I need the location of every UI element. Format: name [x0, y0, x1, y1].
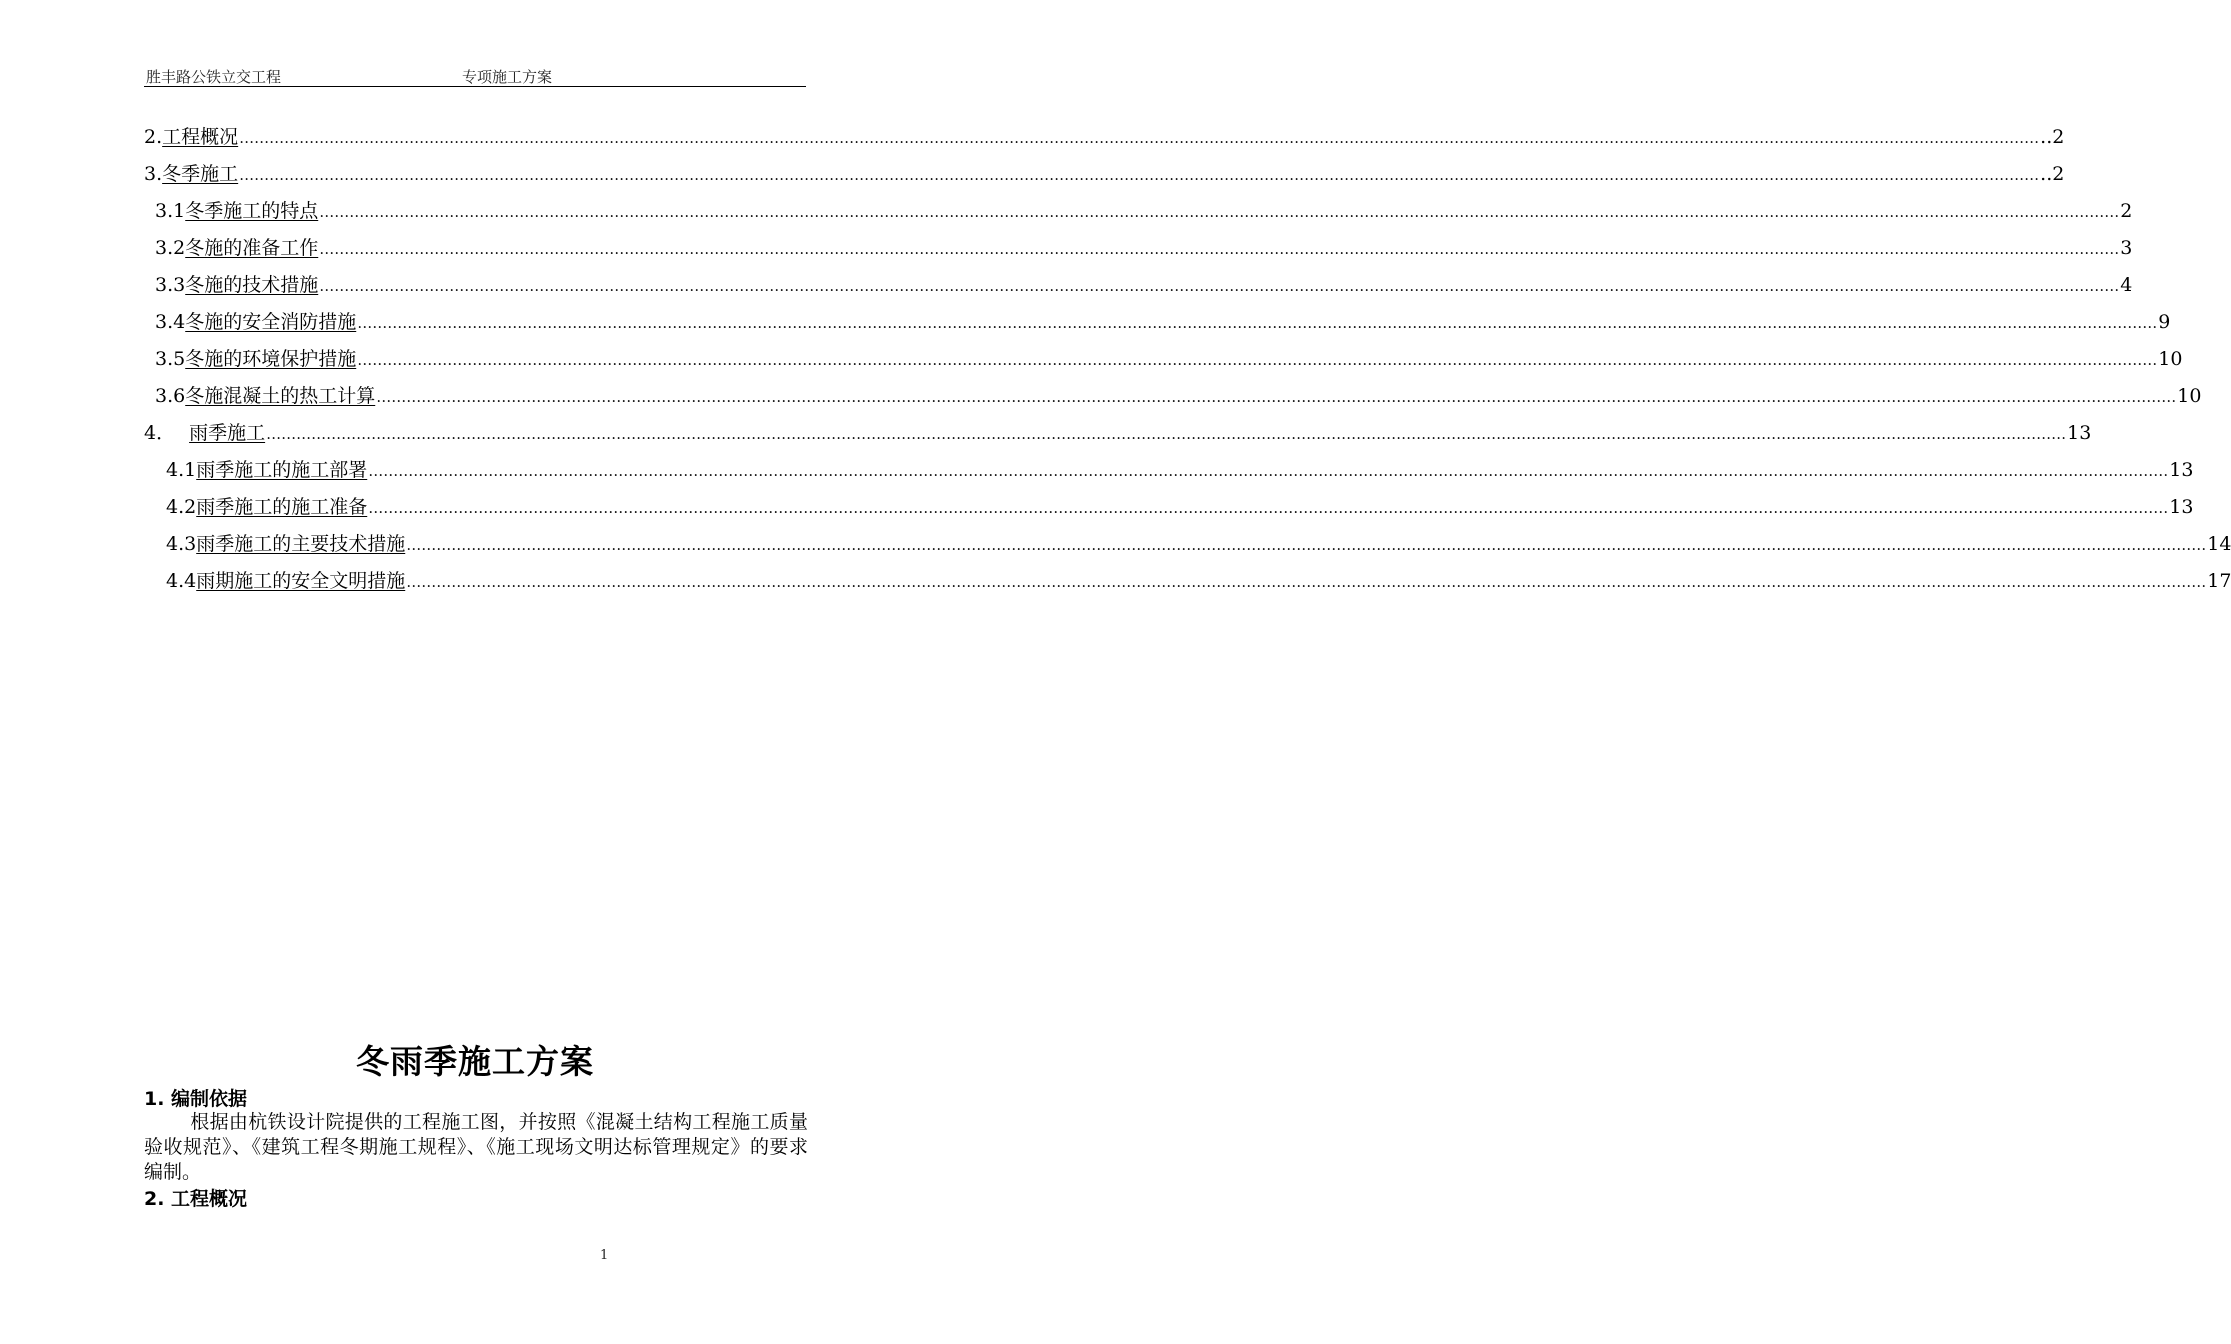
- toc-entry-number: 3.6: [155, 385, 186, 407]
- toc-entry-page: 9: [2158, 311, 2171, 333]
- toc-entry[interactable]: [144, 124, 2065, 150]
- toc-entry-link[interactable]: 冬施的准备工作: [185, 237, 319, 259]
- toc-entry-link[interactable]: 冬施的环境保护措施: [185, 348, 357, 370]
- toc-entry-number: 4.2: [166, 496, 197, 518]
- toc-entry-number: 4.3: [166, 533, 197, 555]
- toc-entry-page: 14: [2207, 533, 2231, 555]
- section-heading: 1. 编制依据: [144, 1088, 248, 1110]
- toc-leader-dots: ………………………………………………………………………………………………………………………………………………………………………………………………………………………………………………………………………………………………………………………………: [368, 462, 2169, 480]
- toc-entry[interactable]: [155, 272, 2133, 298]
- toc-entry-number: 3.2: [155, 237, 186, 259]
- toc-entry-page: 2: [2120, 200, 2133, 222]
- toc-leader-dots: ………………………………………………………………………………………………………………………………………………………………………………………………………………………………………………………………………………………………………………………………: [266, 425, 2067, 443]
- header-document-type: 专项施工方案: [462, 68, 553, 86]
- toc-entry-link[interactable]: 雨季施工: [189, 422, 266, 444]
- toc-entry-page: 13: [2067, 422, 2092, 444]
- toc-entry-page: ..2: [2040, 163, 2065, 185]
- toc-leader-dots: ………………………………………………………………………………………………………………………………………………………………………………………………………………………………………………………………………………………………………………………………: [239, 129, 2040, 147]
- toc-entry[interactable]: [166, 568, 2231, 594]
- toc-entry[interactable]: [166, 457, 2194, 483]
- toc-entry-number: 4．: [144, 422, 176, 444]
- toc-leader-dots: ………………………………………………………………………………………………………………………………………………………………………………………………………………………………………………………………………………………………………………………………: [406, 573, 2207, 591]
- section-body-paragraph: [144, 1110, 808, 1185]
- header-project-name: 胜丰路公铁立交工程: [146, 68, 282, 86]
- toc-entry[interactable]: [155, 235, 2133, 261]
- toc-entry-number: 3.: [144, 163, 163, 185]
- toc-entry-link[interactable]: 雨季施工的主要技术措施: [196, 533, 406, 555]
- toc-entry-link[interactable]: 冬季施工的特点: [185, 200, 319, 222]
- toc-entry-number: 3.1: [155, 200, 186, 222]
- toc-entry-page: 13: [2169, 496, 2194, 518]
- toc-entry-number: 2.: [144, 126, 163, 148]
- toc-entry[interactable]: [166, 494, 2194, 520]
- toc-entry-link[interactable]: 冬季施工: [162, 163, 239, 185]
- toc-leader-dots: ………………………………………………………………………………………………………………………………………………………………………………………………………………………………………………………………………………………………………………………………: [319, 203, 2120, 221]
- toc-entry[interactable]: [155, 198, 2133, 224]
- toc-leader-dots: ………………………………………………………………………………………………………………………………………………………………………………………………………………………………………………………………………………………………………………………………: [376, 388, 2177, 406]
- toc-entry-page: 3: [2120, 237, 2133, 259]
- toc-entry[interactable]: [144, 161, 2065, 187]
- toc-entry-link[interactable]: 冬施的技术措施: [185, 274, 319, 296]
- toc-leader-dots: ………………………………………………………………………………………………………………………………………………………………………………………………………………………………………………………………………………………………………………………………: [319, 240, 2120, 258]
- document-title: 冬雨季施工方案: [356, 1042, 594, 1081]
- section-heading: 2. 工程概况: [144, 1188, 248, 1210]
- toc-entry[interactable]: [166, 531, 2231, 557]
- toc-entry-link[interactable]: 雨季施工的施工准备: [196, 496, 368, 518]
- toc-entry-page: 10: [2158, 348, 2183, 370]
- toc-entry-page: 4: [2120, 274, 2133, 296]
- toc-entry[interactable]: [144, 420, 2092, 446]
- toc-entry-link[interactable]: 雨季施工的施工部署: [196, 459, 368, 481]
- toc-leader-dots: ………………………………………………………………………………………………………………………………………………………………………………………………………………………………………………………………………………………………………………………………: [357, 351, 2158, 369]
- toc-entry-number: 4.1: [166, 459, 197, 481]
- toc-entry[interactable]: [155, 383, 2202, 409]
- toc-entry-page: ..2: [2040, 126, 2065, 148]
- toc-entry[interactable]: [155, 346, 2183, 372]
- toc-leader-dots: ………………………………………………………………………………………………………………………………………………………………………………………………………………………………………………………………………………………………………………………………: [368, 499, 2169, 517]
- paragraph-text: 根据由杭铁设计院提供的工程施工图，并按照《混凝土结构工程施工质量验收规范》、《建筑工程冬期施工规程》、《施工现场文明达标管理规定》的要求编制。: [144, 1111, 808, 1183]
- toc-entry-number: 3.5: [155, 348, 186, 370]
- toc-leader-dots: ………………………………………………………………………………………………………………………………………………………………………………………………………………………………………………………………………………………………………………………………: [357, 314, 2158, 332]
- toc-leader-dots: ………………………………………………………………………………………………………………………………………………………………………………………………………………………………………………………………………………………………………………………………: [406, 536, 2207, 554]
- toc-leader-dots: ………………………………………………………………………………………………………………………………………………………………………………………………………………………………………………………………………………………………………………………………: [239, 166, 2040, 184]
- toc-entry-number: 4.4: [166, 570, 197, 592]
- toc-entry-page: 10: [2177, 385, 2202, 407]
- toc-entry-page: 13: [2169, 459, 2194, 481]
- toc-entry-link[interactable]: 冬施的安全消防措施: [185, 311, 357, 333]
- page-number: 1: [600, 1248, 609, 1263]
- toc-entry-link[interactable]: 工程概况: [162, 126, 239, 148]
- toc-entry-number: 3.4: [155, 311, 186, 333]
- page-header: [144, 66, 806, 87]
- toc-entry-number: 3.3: [155, 274, 186, 296]
- toc-entry-link[interactable]: 雨期施工的安全文明措施: [196, 570, 406, 592]
- toc-entry-link[interactable]: 冬施混凝土的热工计算: [185, 385, 376, 407]
- toc-entry[interactable]: [155, 309, 2171, 335]
- toc-leader-dots: ………………………………………………………………………………………………………………………………………………………………………………………………………………………………………………………………………………………………………………………………: [319, 277, 2120, 295]
- toc-entry-page: 17: [2207, 570, 2231, 592]
